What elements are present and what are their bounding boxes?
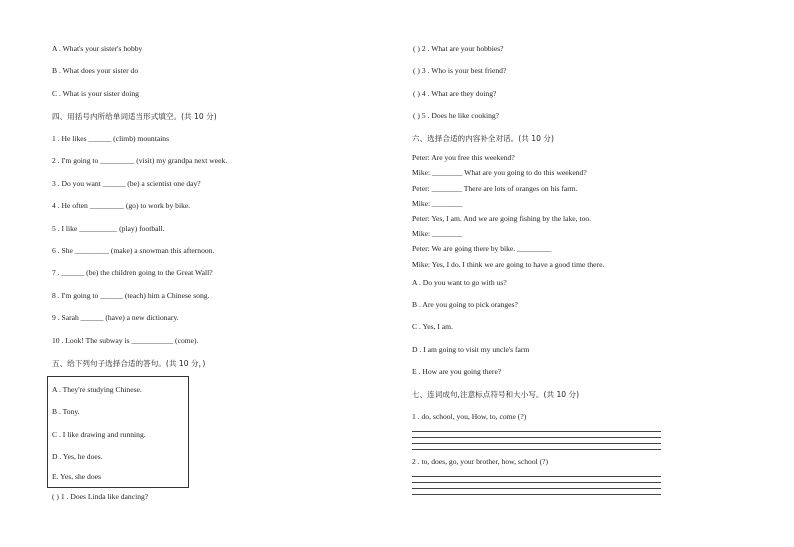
box-option-b: B . Tony. [52, 407, 80, 416]
section6-option-d: D . I am going to visit my uncle's farm [412, 345, 530, 354]
section4-item-4: 4 . He often _________ (go) to work by bike. [52, 201, 191, 210]
writing-line [412, 494, 661, 495]
dialog-line-7: Peter: We are going there by bike. _________ [412, 244, 552, 253]
section5-question-2: ( ) 2 . What are your hobbies? [413, 44, 504, 53]
section6-option-a: A . Do you want to go with us? [412, 278, 507, 287]
box-option-c: C . I like drawing and running. [52, 430, 146, 439]
box-option-a: A . They're studying Chinese. [52, 385, 142, 394]
dialog-line-5: Peter: Yes, I am. And we are going fishing by the lake, too. [412, 214, 592, 223]
writing-line [412, 443, 661, 444]
dialog-line-8: Mike: Yes, I do. I think we are going to have a good time there. [412, 260, 605, 269]
writing-line [412, 437, 661, 438]
section6-option-c: C . Yes, I am. [412, 322, 453, 331]
section4-item-1: 1 . He likes ______ (climb) mountains [52, 134, 170, 143]
writing-line [412, 488, 661, 489]
section5-question-4: ( ) 4 . What are they doing? [413, 89, 497, 98]
dialog-line-4: Mike: ________ [412, 199, 463, 208]
writing-line [412, 431, 661, 432]
section7-title: 七、连词成句,注意标点符号和大小写。(共 10 分) [412, 390, 580, 399]
option-c: C . What is your sister doing [52, 89, 139, 98]
section4-item-5: 5 . I like __________ (play) football. [52, 224, 165, 233]
section5-question-5: ( ) 5 . Does he like cooking? [413, 111, 500, 120]
writing-line [412, 449, 661, 450]
section4-item-9: 9 . Sarah ______ (have) a new dictionary. [52, 313, 179, 322]
writing-line [412, 482, 661, 483]
section4-item-8: 8 . I'm going to ______ (teach) him a Chinese song. [52, 291, 210, 300]
dialog-line-1: Peter: Are you free this weekend? [412, 153, 515, 162]
dialog-line-6: Mike: ________ [412, 229, 463, 238]
section4-item-7: 7 . ______ (be) the children going to the Great Wall? [52, 268, 213, 277]
box-option-d: D . Yes, he does. [52, 452, 103, 461]
section4-item-10: 10 . Look! The subway is ___________ (come). [52, 336, 199, 345]
section7-item-1: 1 . do, school, you, How, to, come (?) [412, 412, 527, 421]
writing-line [412, 476, 661, 477]
dialog-line-2: Mike: ________ What are you going to do this weekend? [412, 168, 587, 177]
section7-item-2: 2 . to, does, go, your brother, how, school (?) [412, 457, 549, 466]
option-b: B . What does your sister do [52, 66, 139, 75]
section5-question-1: ( ) 1 . Does Linda like dancing? [52, 492, 149, 501]
section6-title: 六、选择合适的内容补全对话。(共 10 分) [412, 134, 554, 143]
option-a: A . What's your sister's hobby [52, 44, 143, 53]
section4-title: 四、用括号内所给单词适当形式填空。(共 10 分) [52, 112, 217, 121]
section4-item-2: 2 . I'm going to _________ (visit) my grandpa next week. [52, 156, 228, 165]
section5-question-3: ( ) 3 . Who is your best friend? [413, 66, 507, 75]
dialog-line-3: Peter: ________ There are lots of oranges on his farm. [412, 184, 578, 193]
section4-item-6: 6 . She _________ (make) a snowman this afternoon. [52, 246, 215, 255]
section5-title: 五、给下列句子选择合适的答句。(共 10 分，) [52, 359, 206, 368]
box-option-e: E. Yes, she does [52, 472, 101, 481]
section6-option-b: B . Are you going to pick oranges? [412, 300, 518, 309]
section4-item-3: 3 . Do you want ______ (be) a scientist one day? [52, 179, 201, 188]
section6-option-e: E . How are you going there? [412, 367, 502, 376]
